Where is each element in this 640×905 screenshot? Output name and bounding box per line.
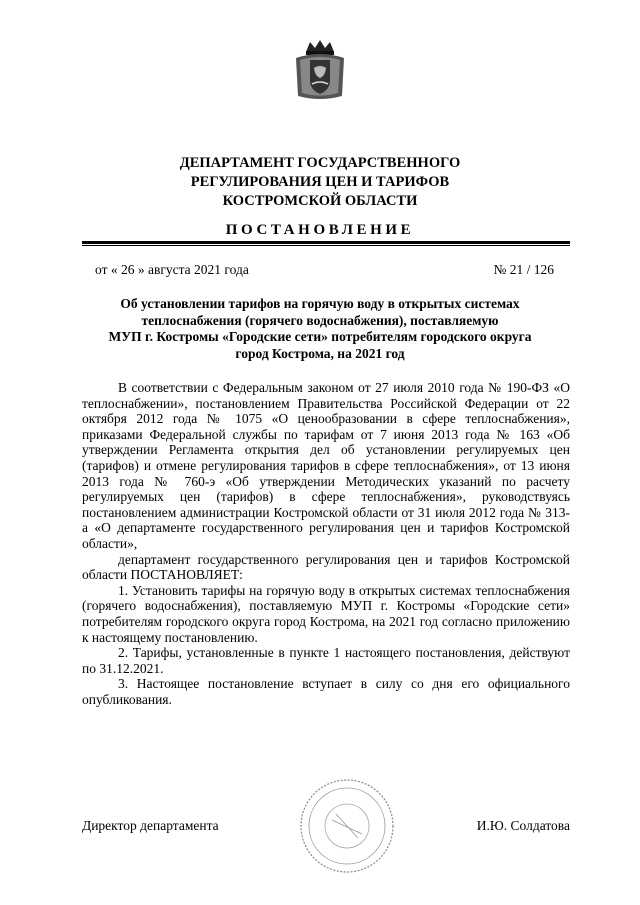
subject-line-3: МУП г. Костромы «Городские сети» потребителям городского округа xyxy=(108,329,532,344)
round-seal-stamp-icon xyxy=(296,776,398,876)
department-line-1: ДЕПАРТАМЕНТ ГОСУДАРСТВЕННОГО xyxy=(179,155,461,171)
department-name xyxy=(0,154,640,211)
document-type-title: ПОСТАНОВЛЕНИЕ xyxy=(225,222,415,238)
body-resolution-intro: департамент государственного регулирования цен и тарифов Костромской области ПОСТАНОВЛЯЕТ: xyxy=(82,551,570,583)
signatory-position: Директор департамента xyxy=(82,818,219,833)
department-line-2: РЕГУЛИРОВАНИЯ ЦЕН И ТАРИФОВ xyxy=(190,174,450,190)
body-clause-1: 1. Установить тарифы на горячую воду в открытых системах теплоснабжения (горячего водоснабжения), поставляемую МУП г. Костромы «Городские сети» потребителям городского округа город Кострома, на 2021 год согласно приложению к настоящему постановлению. xyxy=(82,582,570,645)
coat-of-arms-icon xyxy=(292,38,348,102)
body-preamble: В соответствии с Федеральным законом от 27 июля 2010 года № 190-ФЗ «О теплоснабжении», постановлением Правительства Российской Федерации от 22 октября 2012 года № 1075 «О ценообразовании в сфере теплоснабжения», приказами Федеральной службы по тарифам от 7 июня 2013 года № 163 «Об утверждении Регламента открытия дел об установлении регулируемых цен (тарифов) и отмене регулирования тарифов в сфере теплоснабжения», от 13 июня 2013 года № 760-э «Об утверждении Методических указаний по расчету регулируемых цен (тарифов) в сфере теплоснабжения», руководствуясь постановлением администрации Костромской области от 31 июля 2012 года № 313-а «О департаменте государственного регулирования цен и тарифов Костромской области», xyxy=(82,380,570,551)
document-date: от « 26 » августа 2021 года xyxy=(95,262,249,277)
title-rule-thick xyxy=(82,241,570,244)
document-number: № 21 / 126 xyxy=(493,262,554,277)
title-rule-thin xyxy=(82,245,570,246)
subject-line-4: город Кострома, на 2021 год xyxy=(235,345,405,361)
department-line-3: КОСТРОМСКОЙ ОБЛАСТИ xyxy=(222,193,418,209)
body-clause-2: 2. Тарифы, установленные в пункте 1 настоящего постановления, действуют по 31.12.2021. xyxy=(82,645,570,676)
document-body xyxy=(82,380,570,707)
subject-line-2: теплоснабжения (горячего водоснабжения), поставляемую xyxy=(141,312,499,328)
signatory-name: И.Ю. Солдатова xyxy=(476,818,570,833)
document-subject xyxy=(80,296,560,362)
subject-line-1: Об установлении тарифов на горячую воду в открытых системах xyxy=(120,296,520,311)
body-clause-3: 3. Настоящее постановление вступает в силу со дня его официального опубликования. xyxy=(82,676,570,707)
